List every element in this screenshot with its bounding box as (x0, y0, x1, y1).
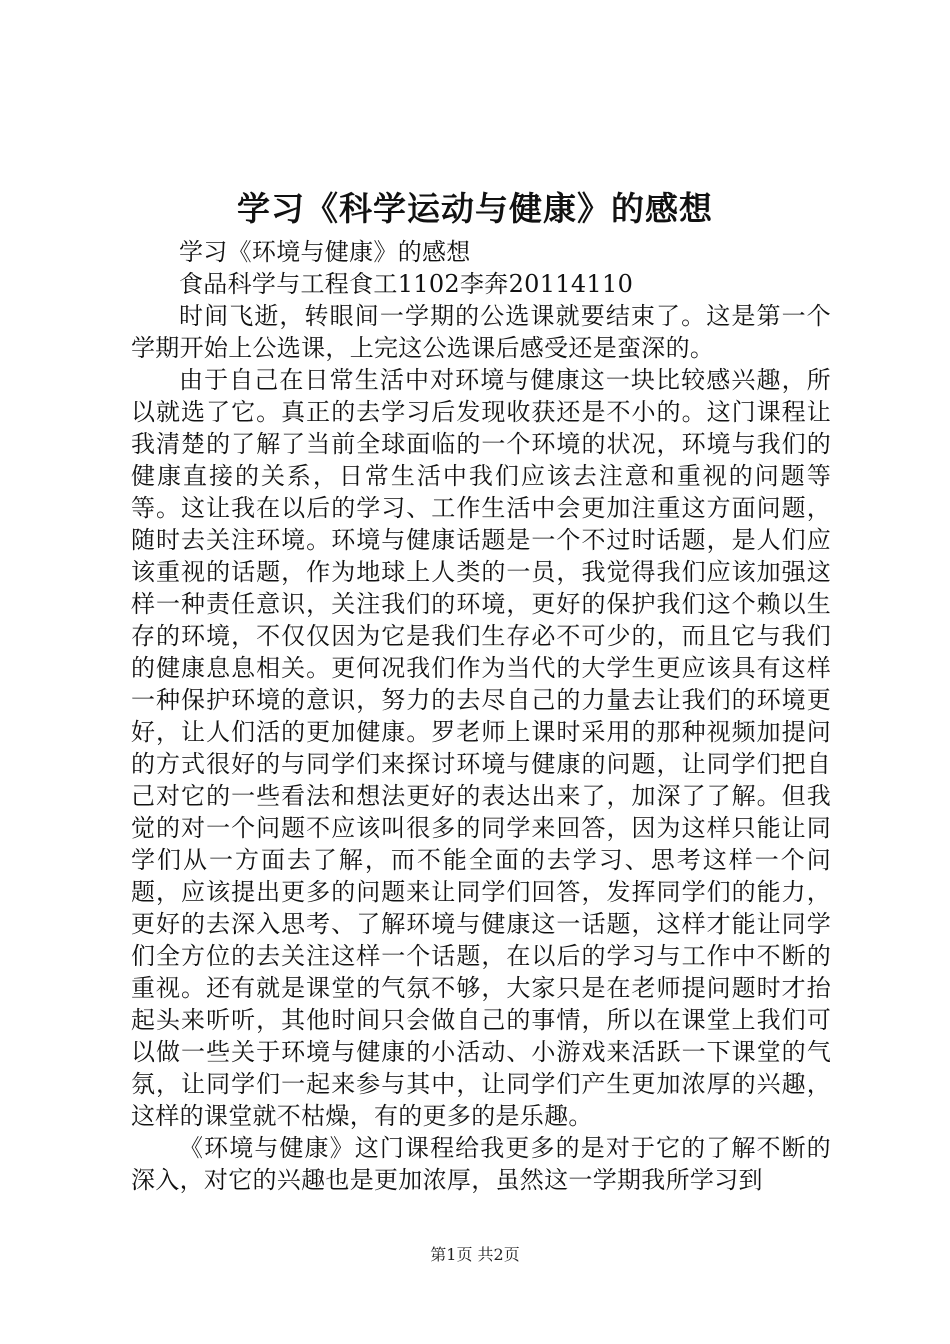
author-paragraph: 食品科学与工程食工1102李奔20114110 (179, 270, 634, 298)
body-paragraph-1: 时间飞逝，转眼间一学期的公选课就要结束了。这是第一个学期开始上公选课，上完这公选课后感受还是蛮深的。 (131, 302, 831, 362)
subtitle-paragraph: 学习《环境与健康》的感想 (179, 238, 471, 266)
body-paragraph-3: 《环境与健康》这门课程给我更多的是对于它的了解不断的深入，对它的兴趣也是更加浓厚，虽然这一学期我所学习到 (131, 1134, 831, 1194)
document-body (131, 236, 831, 1196)
body-paragraph-2: 由于自己在日常生活中对环境与健康这一块比较感兴趣，所以就选了它。真正的去学习后发现收获还是不小的。这门课程让我清楚的了解了当前全球面临的一个环境的状况，环境与我们的健康直接的关系，日常生活中我们应该去注意和重视的问题等等。这让我在以后的学习、工作生活中会更加注重这方面问题，随时去关注环境。环境与健康话题是一个不过时话题，是人们应该重视的话题，作为地球上人类的一员，我觉得我们应该加强这样一种责任意识，关注我们的环境，更好的保护我们这个赖以生存的环境，不仅仅因为它是我们生存必不可少的，而且它与我们的健康息息相关。更何况我们作为当代的大学生更应该具有这样一种保护环境的意识，努力的去尽自己的力量去让我们的环境更好，让人们活的更加健康。罗老师上课时采用的那种视频加提问的方式很好的与同学们来探讨环境与健康的问题，让同学们把自己对它的一些看法和想法更好的表达出来了，加深了了解。但我觉的对一个问题不应该叫很多的同学来回答，因为这样只能让同学们从一方面去了解，而不能全面的去学习、思考这样一个问题，应该提出更多的问题来让同学们回答，发挥同学们的能力，更好的去深入思考、了解环境与健康这一话题，这样才能让同学们全方位的去关注这样一个话题，在以后的学习与工作中不断的重视。还有就是课堂的气氛不够，大家只是在老师提问题时才抬起头来听听，其他时间只会做自己的事情，所以在课堂上我们可以做一些关于环境与健康的小活动、小游戏来活跃一下课堂的气氛，让同学们一起来参与其中，让同学们产生更加浓厚的兴趣，这样的课堂就不枯燥，有的更多的是乐趣。 (131, 366, 831, 1130)
page-number-footer: 第1页 共2页 (430, 1245, 520, 1264)
document-title: 学习《科学运动与健康》的感想 (237, 189, 713, 228)
